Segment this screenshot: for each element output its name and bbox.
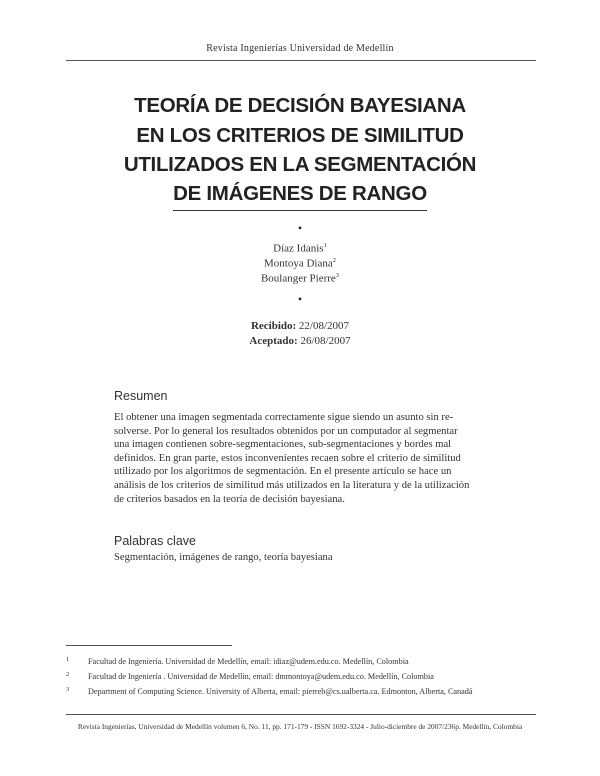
abstract-line: de criterios basados en la teoría de decisión bayesiana. xyxy=(114,493,345,505)
abstract-line: solverse. Por lo general los resultados obtenidos por un computador al segmentar xyxy=(114,425,458,437)
keywords-heading: Palabras clave xyxy=(114,534,196,548)
author-ref: 2 xyxy=(332,257,336,264)
footnote-number: 1 xyxy=(66,656,70,663)
footnote-rule xyxy=(66,645,232,646)
footnote-2 xyxy=(66,672,546,684)
footnote-3 xyxy=(66,687,546,699)
received-label: Recibido: xyxy=(250,320,297,332)
author-ref: 1 xyxy=(323,242,327,249)
keywords-text: Segmentación, imágenes de rango, teoría bayesiana xyxy=(114,552,333,563)
separator-bullet-1: • xyxy=(297,221,303,235)
abstract-heading: Resumen xyxy=(114,389,168,403)
abstract-line: análisis de los criterios de similitud más utilizados en la literatura y de la utilización xyxy=(114,479,470,491)
author-name: Díaz Idanis xyxy=(273,242,324,255)
author-3 xyxy=(0,272,600,285)
title-line-4: DE IMÁGENES DE RANGO xyxy=(173,182,427,205)
abstract-line: El obtener una imagen segmentada correctamente sigue siendo un asunto sin re- xyxy=(114,412,454,423)
abstract-body xyxy=(114,411,490,506)
received-value: 22/08/2007 xyxy=(298,320,350,332)
footnote-number: 3 xyxy=(66,686,70,693)
journal-header: Revista Ingenierías Universidad de Medellín xyxy=(206,43,394,54)
footnote-text: Facultad de Ingeniería . Universidad de Medellín, email: dmmontoya@udem.edu.co. Medellín, Colombia xyxy=(88,672,434,681)
author-1 xyxy=(0,242,600,255)
title-line-3: UTILIZADOS EN LA SEGMENTACIÓN xyxy=(123,153,477,176)
footnote-number: 2 xyxy=(66,671,70,678)
abstract-line: definidos. En gran parte, estos inconvenientes recaen sobre el criterio de similitud xyxy=(114,452,461,464)
accepted-date xyxy=(0,335,600,347)
footnote-1 xyxy=(66,657,546,669)
received-date xyxy=(0,320,600,332)
footer-rule xyxy=(66,714,536,715)
title-line-2: EN LOS CRITERIOS DE SIMILITUD xyxy=(136,124,464,147)
title-line-1: TEORÍA DE DECISIÓN BAYESIANA xyxy=(134,94,466,117)
accepted-value: 26/08/2007 xyxy=(300,335,351,347)
author-name: Montoya Diana xyxy=(264,257,333,270)
header-rule xyxy=(66,60,536,61)
footnote-text: Facultad de Ingeniería. Universidad de Medellín, email: idiaz@udem.edu.co. Medellín, Colombia xyxy=(88,657,409,666)
footnote-text: Department of Computing Science. University of Alberta, email: pierreb@cs.ualberta.ca. Edmonton, Alberta, Canadá xyxy=(88,687,473,696)
author-ref: 3 xyxy=(335,272,340,279)
accepted-label: Aceptado: xyxy=(249,335,298,347)
author-name: Boulanger Pierre xyxy=(260,272,336,285)
author-2 xyxy=(0,257,600,270)
journal-footer: Revista Ingenierías, Universidad de Medellín volumen 6, No. 11, pp. 171-179 - ISSN 1692-3324 - Julio-diciembre de 2007/236p. Medellín, Colombia xyxy=(77,722,523,731)
abstract-line: utilizado por los algoritmos de segmentación. En el presente artículo se hace un xyxy=(114,466,452,478)
title-rule xyxy=(173,210,427,211)
separator-bullet-2: • xyxy=(297,292,303,306)
abstract-line: una imagen contienen sobre-segmentaciones, sub-segmentaciones y bordes mal xyxy=(114,439,452,451)
